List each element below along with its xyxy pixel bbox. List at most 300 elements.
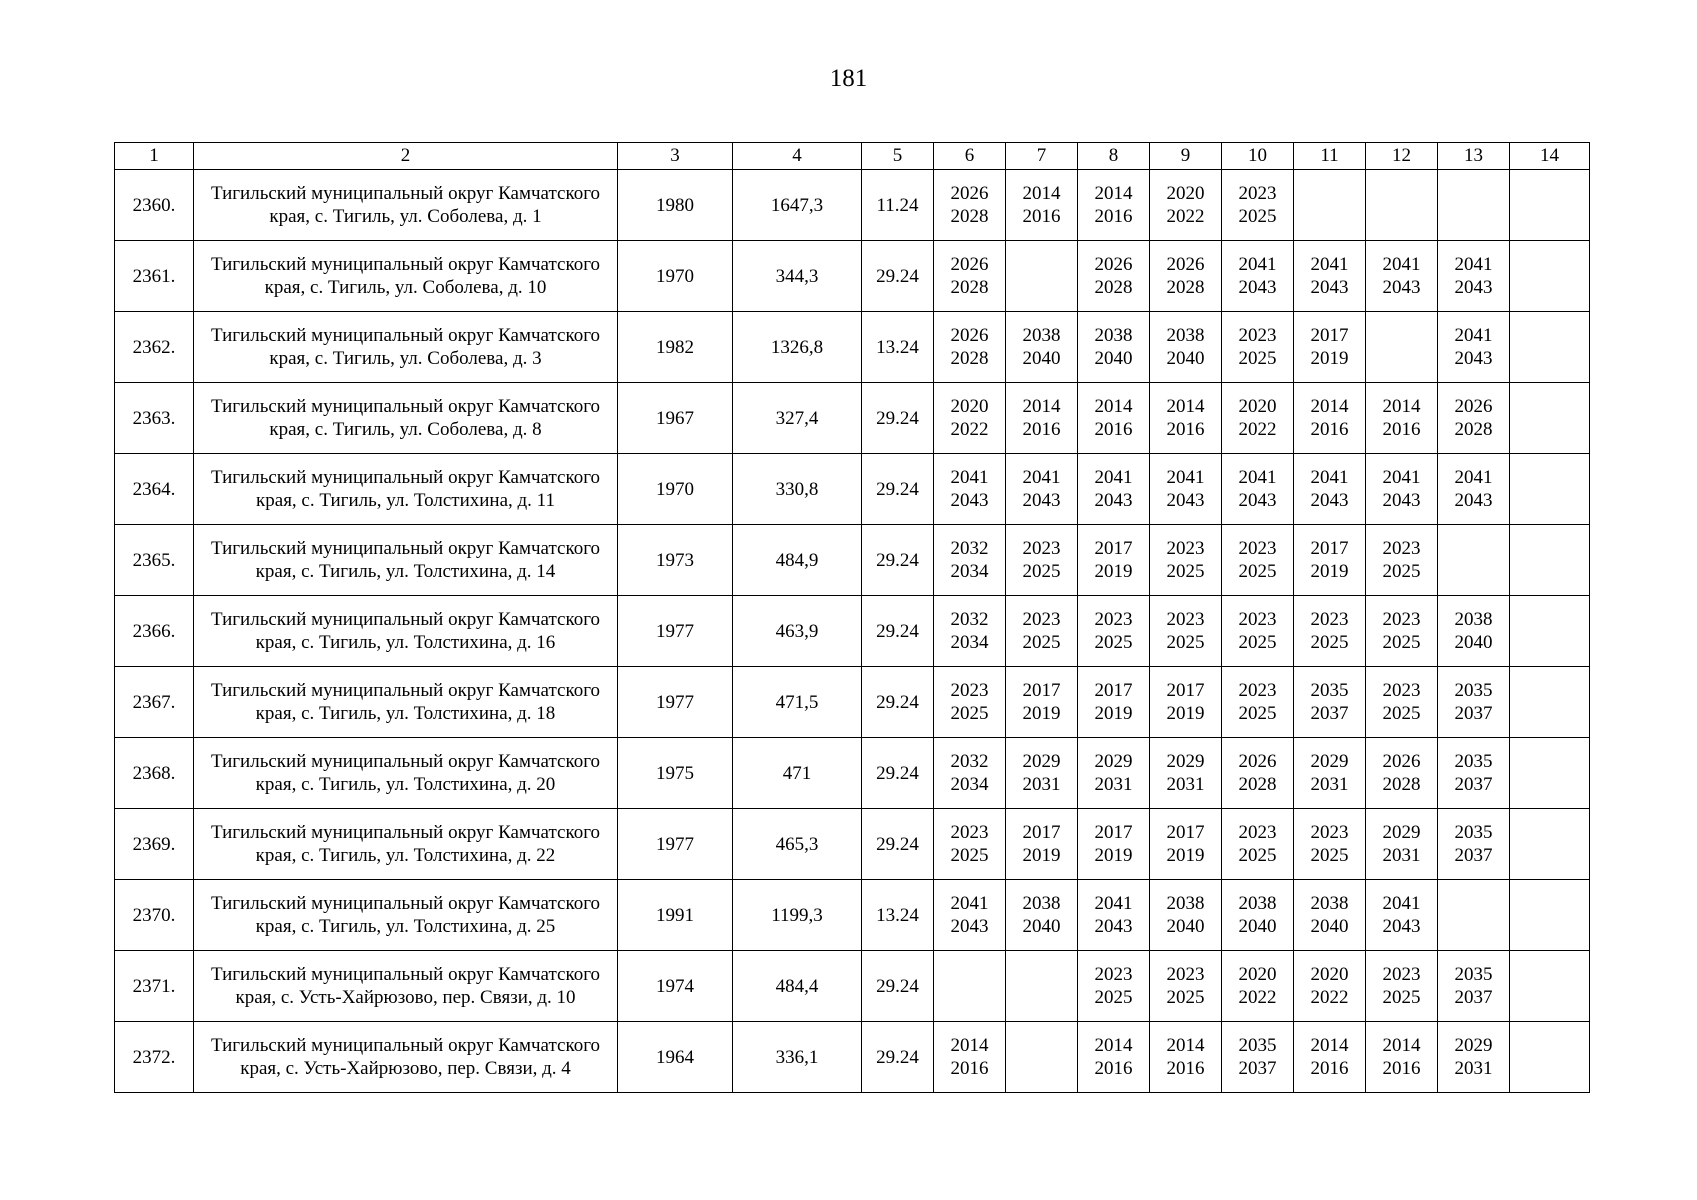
period-cell-col-10 (1222, 809, 1294, 880)
period-cell-col-8 (1078, 454, 1150, 525)
period-end-year: 2043 (1094, 490, 1133, 511)
period-cell-col-13 (1438, 525, 1510, 596)
build-year-cell: 1967 (618, 383, 733, 454)
column-header-4: 4 (733, 143, 862, 170)
row-number-cell: 2365. (115, 525, 194, 596)
period-end-year: 2043 (1454, 348, 1493, 369)
period-start-year: 2026 (950, 183, 989, 204)
period-start-year: 2041 (950, 893, 989, 914)
area-cell: 463,9 (733, 596, 862, 667)
period-cell-col-13 (1438, 880, 1510, 951)
period-start-year: 2023 (1238, 538, 1277, 559)
period-cell-col-10 (1222, 383, 1294, 454)
period-end-year: 2031 (1022, 774, 1061, 795)
period-end-year: 2025 (1238, 206, 1277, 227)
period-start-year: 2020 (1238, 396, 1277, 417)
code-cell: 29.24 (862, 454, 934, 525)
period-start-year: 2017 (1310, 538, 1349, 559)
period-cell-col-6 (934, 667, 1006, 738)
period-cell-col-6 (934, 596, 1006, 667)
page-number: 181 (829, 65, 868, 92)
period-cell-col-9 (1150, 880, 1222, 951)
column-header-6: 6 (934, 143, 1006, 170)
period-start-year: 2026 (1238, 751, 1277, 772)
period-cell-col-9 (1150, 383, 1222, 454)
period-end-year: 2022 (1238, 419, 1277, 440)
area-cell: 484,4 (733, 951, 862, 1022)
period-end-year: 2019 (1166, 845, 1205, 866)
period-end-year: 2025 (1238, 845, 1277, 866)
period-end-year: 2037 (1238, 1058, 1277, 1079)
row-number-cell: 2369. (115, 809, 194, 880)
period-start-year: 2041 (1166, 467, 1205, 488)
period-start-year: 2023 (1382, 680, 1421, 701)
period-start-year: 2023 (950, 680, 989, 701)
period-start-year: 2014 (1166, 396, 1205, 417)
period-end-year: 2040 (1166, 348, 1205, 369)
row-number-cell: 2366. (115, 596, 194, 667)
period-start-year: 2029 (1022, 751, 1061, 772)
period-end-year: 2043 (950, 490, 989, 511)
period-end-year: 2016 (1382, 1058, 1421, 1079)
period-end-year: 2016 (950, 1058, 989, 1079)
code-cell: 29.24 (862, 809, 934, 880)
period-end-year: 2025 (1382, 632, 1421, 653)
period-cell-col-11 (1294, 312, 1366, 383)
period-cell-col-11 (1294, 525, 1366, 596)
period-start-year: 2023 (1382, 609, 1421, 630)
period-cell-col-12 (1366, 454, 1438, 525)
period-end-year: 2040 (1454, 632, 1493, 653)
period-cell-col-8 (1078, 738, 1150, 809)
period-end-year: 2043 (1238, 277, 1277, 298)
period-cell-col-14 (1510, 809, 1590, 880)
period-end-year: 2025 (1238, 632, 1277, 653)
period-start-year: 2035 (1310, 680, 1349, 701)
period-cell-col-8 (1078, 525, 1150, 596)
period-end-year: 2037 (1454, 774, 1493, 795)
period-end-year: 2016 (1094, 206, 1133, 227)
period-cell-col-14 (1510, 454, 1590, 525)
period-end-year: 2016 (1310, 419, 1349, 440)
column-header-9: 9 (1150, 143, 1222, 170)
period-cell-col-8 (1078, 667, 1150, 738)
period-start-year: 2038 (1166, 325, 1205, 346)
column-header-8: 8 (1078, 143, 1150, 170)
period-end-year: 2025 (1382, 561, 1421, 582)
period-end-year: 2043 (1454, 490, 1493, 511)
period-end-year: 2043 (1382, 277, 1421, 298)
period-start-year: 2023 (1022, 609, 1061, 630)
area-cell: 484,9 (733, 525, 862, 596)
period-cell-col-14 (1510, 596, 1590, 667)
period-cell-col-9 (1150, 312, 1222, 383)
period-cell-col-6 (934, 241, 1006, 312)
period-cell-col-13 (1438, 809, 1510, 880)
period-end-year: 2025 (1238, 703, 1277, 724)
period-cell-col-10 (1222, 525, 1294, 596)
period-end-year: 2025 (950, 703, 989, 724)
period-cell-col-10 (1222, 738, 1294, 809)
row-number-cell: 2363. (115, 383, 194, 454)
address-cell: Тигильский муниципальный округ Камчатского края, с. Усть-Хайрюзово, пер. Связи, д. 4 (194, 1022, 618, 1093)
period-cell-col-10 (1222, 454, 1294, 525)
period-start-year: 2017 (1166, 822, 1205, 843)
code-cell: 29.24 (862, 951, 934, 1022)
period-cell-col-7 (1006, 667, 1078, 738)
address-cell: Тигильский муниципальный округ Камчатского края, с. Тигиль, ул. Толстихина, д. 14 (194, 525, 618, 596)
period-end-year: 2034 (950, 561, 989, 582)
period-start-year: 2038 (1166, 893, 1205, 914)
period-start-year: 2023 (1382, 538, 1421, 559)
period-end-year: 2043 (1310, 277, 1349, 298)
area-cell: 327,4 (733, 383, 862, 454)
build-year-cell: 1980 (618, 170, 733, 241)
period-cell-col-11 (1294, 951, 1366, 1022)
housing-registry-table (114, 142, 1590, 1093)
code-cell: 11.24 (862, 170, 934, 241)
period-start-year: 2023 (1238, 609, 1277, 630)
period-end-year: 2031 (1310, 774, 1349, 795)
period-end-year: 2019 (1310, 561, 1349, 582)
period-end-year: 2037 (1454, 987, 1493, 1008)
period-start-year: 2026 (1382, 751, 1421, 772)
period-end-year: 2040 (1022, 348, 1061, 369)
period-end-year: 2019 (1022, 703, 1061, 724)
period-end-year: 2031 (1166, 774, 1205, 795)
period-start-year: 2029 (1166, 751, 1205, 772)
period-cell-col-12 (1366, 880, 1438, 951)
period-end-year: 2025 (1022, 561, 1061, 582)
code-cell: 29.24 (862, 596, 934, 667)
period-start-year: 2041 (1454, 254, 1493, 275)
period-end-year: 2022 (1238, 987, 1277, 1008)
period-end-year: 2016 (1166, 1058, 1205, 1079)
period-start-year: 2014 (1022, 396, 1061, 417)
address-cell: Тигильский муниципальный округ Камчатского края, с. Тигиль, ул. Соболева, д. 3 (194, 312, 618, 383)
period-start-year: 2029 (1454, 1035, 1493, 1056)
period-end-year: 2028 (950, 348, 989, 369)
period-cell-col-9 (1150, 596, 1222, 667)
period-cell-col-7 (1006, 880, 1078, 951)
period-cell-col-11 (1294, 1022, 1366, 1093)
column-header-12: 12 (1366, 143, 1438, 170)
table-header-row (115, 143, 1590, 170)
period-start-year: 2023 (1166, 538, 1205, 559)
period-cell-col-7 (1006, 170, 1078, 241)
table-row (115, 880, 1590, 951)
period-end-year: 2028 (1454, 419, 1493, 440)
period-cell-col-10 (1222, 951, 1294, 1022)
build-year-cell: 1975 (618, 738, 733, 809)
period-start-year: 2035 (1238, 1035, 1277, 1056)
area-cell: 465,3 (733, 809, 862, 880)
period-cell-col-9 (1150, 525, 1222, 596)
period-cell-col-12 (1366, 809, 1438, 880)
period-start-year: 2041 (1382, 467, 1421, 488)
period-start-year: 2029 (1094, 751, 1133, 772)
period-end-year: 2016 (1310, 1058, 1349, 1079)
period-start-year: 2020 (950, 396, 989, 417)
period-start-year: 2014 (1382, 396, 1421, 417)
period-cell-col-10 (1222, 667, 1294, 738)
table-row (115, 312, 1590, 383)
period-end-year: 2028 (950, 277, 989, 298)
period-cell-col-7 (1006, 951, 1078, 1022)
table-row (115, 951, 1590, 1022)
column-header-2: 2 (194, 143, 618, 170)
column-header-14: 14 (1510, 143, 1590, 170)
period-end-year: 2043 (1454, 277, 1493, 298)
period-cell-col-14 (1510, 170, 1590, 241)
period-end-year: 2028 (1166, 277, 1205, 298)
period-cell-col-11 (1294, 738, 1366, 809)
period-start-year: 2017 (1022, 680, 1061, 701)
period-end-year: 2040 (1166, 916, 1205, 937)
period-start-year: 2041 (1238, 467, 1277, 488)
build-year-cell: 1982 (618, 312, 733, 383)
period-start-year: 2017 (1022, 822, 1061, 843)
period-cell-col-14 (1510, 951, 1590, 1022)
period-cell-col-12 (1366, 951, 1438, 1022)
period-cell-col-8 (1078, 809, 1150, 880)
period-cell-col-7 (1006, 312, 1078, 383)
period-end-year: 2034 (950, 632, 989, 653)
period-start-year: 2017 (1094, 538, 1133, 559)
table-row (115, 596, 1590, 667)
period-cell-col-14 (1510, 241, 1590, 312)
row-number-cell: 2370. (115, 880, 194, 951)
table-row (115, 241, 1590, 312)
table-row (115, 1022, 1590, 1093)
period-cell-col-8 (1078, 1022, 1150, 1093)
period-cell-col-7 (1006, 596, 1078, 667)
period-cell-col-10 (1222, 170, 1294, 241)
column-header-7: 7 (1006, 143, 1078, 170)
code-cell: 29.24 (862, 667, 934, 738)
period-end-year: 2043 (1238, 490, 1277, 511)
period-start-year: 2017 (1310, 325, 1349, 346)
period-cell-col-12 (1366, 667, 1438, 738)
column-header-5: 5 (862, 143, 934, 170)
period-start-year: 2023 (1310, 822, 1349, 843)
period-cell-col-10 (1222, 241, 1294, 312)
period-start-year: 2017 (1094, 822, 1133, 843)
area-cell: 1326,8 (733, 312, 862, 383)
period-cell-col-14 (1510, 525, 1590, 596)
period-cell-col-6 (934, 738, 1006, 809)
period-cell-col-7 (1006, 454, 1078, 525)
period-cell-col-12 (1366, 170, 1438, 241)
period-start-year: 2038 (1310, 893, 1349, 914)
period-cell-col-13 (1438, 667, 1510, 738)
code-cell: 29.24 (862, 1022, 934, 1093)
period-start-year: 2038 (1238, 893, 1277, 914)
period-end-year: 2019 (1094, 703, 1133, 724)
period-start-year: 2026 (1166, 254, 1205, 275)
build-year-cell: 1977 (618, 809, 733, 880)
period-start-year: 2041 (1382, 254, 1421, 275)
period-cell-col-6 (934, 312, 1006, 383)
build-year-cell: 1970 (618, 454, 733, 525)
period-start-year: 2014 (1310, 1035, 1349, 1056)
period-start-year: 2020 (1166, 183, 1205, 204)
period-end-year: 2043 (950, 916, 989, 937)
period-start-year: 2035 (1454, 751, 1493, 772)
period-start-year: 2035 (1454, 680, 1493, 701)
period-start-year: 2038 (1022, 325, 1061, 346)
table-row (115, 738, 1590, 809)
address-cell: Тигильский муниципальный округ Камчатского края, с. Тигиль, ул. Толстихина, д. 25 (194, 880, 618, 951)
code-cell: 29.24 (862, 383, 934, 454)
period-start-year: 2023 (1382, 964, 1421, 985)
address-cell: Тигильский муниципальный округ Камчатского края, с. Тигиль, ул. Соболева, д. 1 (194, 170, 618, 241)
period-start-year: 2023 (1238, 183, 1277, 204)
period-start-year: 2023 (1166, 964, 1205, 985)
code-cell: 29.24 (862, 241, 934, 312)
address-cell: Тигильский муниципальный округ Камчатского края, с. Тигиль, ул. Толстихина, д. 16 (194, 596, 618, 667)
period-end-year: 2040 (1022, 916, 1061, 937)
address-cell: Тигильский муниципальный округ Камчатского края, с. Тигиль, ул. Толстихина, д. 11 (194, 454, 618, 525)
period-cell-col-11 (1294, 880, 1366, 951)
address-cell: Тигильский муниципальный округ Камчатского края, с. Тигиль, ул. Толстихина, д. 18 (194, 667, 618, 738)
period-end-year: 2016 (1166, 419, 1205, 440)
period-start-year: 2014 (950, 1035, 989, 1056)
period-start-year: 2014 (1022, 183, 1061, 204)
period-cell-col-6 (934, 170, 1006, 241)
area-cell: 1199,3 (733, 880, 862, 951)
period-start-year: 2026 (950, 254, 989, 275)
period-end-year: 2022 (950, 419, 989, 440)
code-cell: 13.24 (862, 880, 934, 951)
period-end-year: 2040 (1094, 348, 1133, 369)
period-cell-col-9 (1150, 809, 1222, 880)
row-number-cell: 2372. (115, 1022, 194, 1093)
period-end-year: 2025 (1238, 348, 1277, 369)
period-cell-col-11 (1294, 241, 1366, 312)
period-start-year: 2014 (1094, 396, 1133, 417)
period-cell-col-9 (1150, 454, 1222, 525)
period-end-year: 2025 (1310, 632, 1349, 653)
period-cell-col-14 (1510, 667, 1590, 738)
period-cell-col-14 (1510, 312, 1590, 383)
period-cell-col-10 (1222, 312, 1294, 383)
period-start-year: 2014 (1382, 1035, 1421, 1056)
code-cell: 13.24 (862, 312, 934, 383)
table-body (115, 170, 1590, 1093)
period-end-year: 2025 (1310, 845, 1349, 866)
period-cell-col-12 (1366, 312, 1438, 383)
period-start-year: 2041 (950, 467, 989, 488)
period-end-year: 2043 (1310, 490, 1349, 511)
period-start-year: 2026 (1094, 254, 1133, 275)
period-start-year: 2041 (1238, 254, 1277, 275)
period-start-year: 2023 (1238, 325, 1277, 346)
period-end-year: 2025 (1094, 987, 1133, 1008)
period-end-year: 2025 (1166, 632, 1205, 653)
period-start-year: 2038 (1022, 893, 1061, 914)
period-cell-col-6 (934, 383, 1006, 454)
area-cell: 330,8 (733, 454, 862, 525)
period-start-year: 2014 (1310, 396, 1349, 417)
build-year-cell: 1977 (618, 596, 733, 667)
period-start-year: 2017 (1094, 680, 1133, 701)
period-start-year: 2023 (1310, 609, 1349, 630)
period-start-year: 2041 (1382, 893, 1421, 914)
period-end-year: 2025 (1166, 561, 1205, 582)
period-cell-col-12 (1366, 738, 1438, 809)
period-cell-col-10 (1222, 880, 1294, 951)
row-number-cell: 2367. (115, 667, 194, 738)
period-cell-col-14 (1510, 1022, 1590, 1093)
period-cell-col-14 (1510, 738, 1590, 809)
address-cell: Тигильский муниципальный округ Камчатского края, с. Тигиль, ул. Толстихина, д. 22 (194, 809, 618, 880)
period-start-year: 2026 (1454, 396, 1493, 417)
period-cell-col-7 (1006, 809, 1078, 880)
period-end-year: 2019 (1310, 348, 1349, 369)
period-start-year: 2023 (1238, 822, 1277, 843)
period-start-year: 2023 (1238, 680, 1277, 701)
column-header-3: 3 (618, 143, 733, 170)
period-end-year: 2031 (1382, 845, 1421, 866)
table-row (115, 525, 1590, 596)
period-start-year: 2032 (950, 751, 989, 772)
period-start-year: 2023 (1094, 609, 1133, 630)
period-cell-col-11 (1294, 667, 1366, 738)
period-start-year: 2026 (950, 325, 989, 346)
period-end-year: 2043 (1094, 916, 1133, 937)
row-number-cell: 2360. (115, 170, 194, 241)
period-end-year: 2016 (1094, 419, 1133, 440)
period-cell-col-6 (934, 951, 1006, 1022)
build-year-cell: 1991 (618, 880, 733, 951)
area-cell: 471,5 (733, 667, 862, 738)
table-row (115, 454, 1590, 525)
area-cell: 344,3 (733, 241, 862, 312)
period-start-year: 2014 (1094, 1035, 1133, 1056)
period-cell-col-13 (1438, 596, 1510, 667)
column-header-1: 1 (115, 143, 194, 170)
period-end-year: 2040 (1310, 916, 1349, 937)
period-cell-col-11 (1294, 383, 1366, 454)
period-cell-col-9 (1150, 241, 1222, 312)
period-end-year: 2019 (1022, 845, 1061, 866)
period-start-year: 2038 (1094, 325, 1133, 346)
period-cell-col-13 (1438, 241, 1510, 312)
period-cell-col-10 (1222, 596, 1294, 667)
period-cell-col-8 (1078, 383, 1150, 454)
period-cell-col-14 (1510, 383, 1590, 454)
period-start-year: 2023 (1094, 964, 1133, 985)
period-cell-col-6 (934, 525, 1006, 596)
period-cell-col-9 (1150, 170, 1222, 241)
period-end-year: 2043 (1382, 916, 1421, 937)
period-end-year: 2028 (1094, 277, 1133, 298)
period-start-year: 2017 (1166, 680, 1205, 701)
period-cell-col-7 (1006, 738, 1078, 809)
period-cell-col-7 (1006, 241, 1078, 312)
build-year-cell: 1974 (618, 951, 733, 1022)
period-end-year: 2025 (1094, 632, 1133, 653)
period-end-year: 2025 (1022, 632, 1061, 653)
table-row (115, 383, 1590, 454)
period-start-year: 2032 (950, 609, 989, 630)
period-start-year: 2014 (1166, 1035, 1205, 1056)
area-cell: 471 (733, 738, 862, 809)
period-start-year: 2020 (1310, 964, 1349, 985)
period-cell-col-7 (1006, 525, 1078, 596)
period-start-year: 2041 (1454, 325, 1493, 346)
